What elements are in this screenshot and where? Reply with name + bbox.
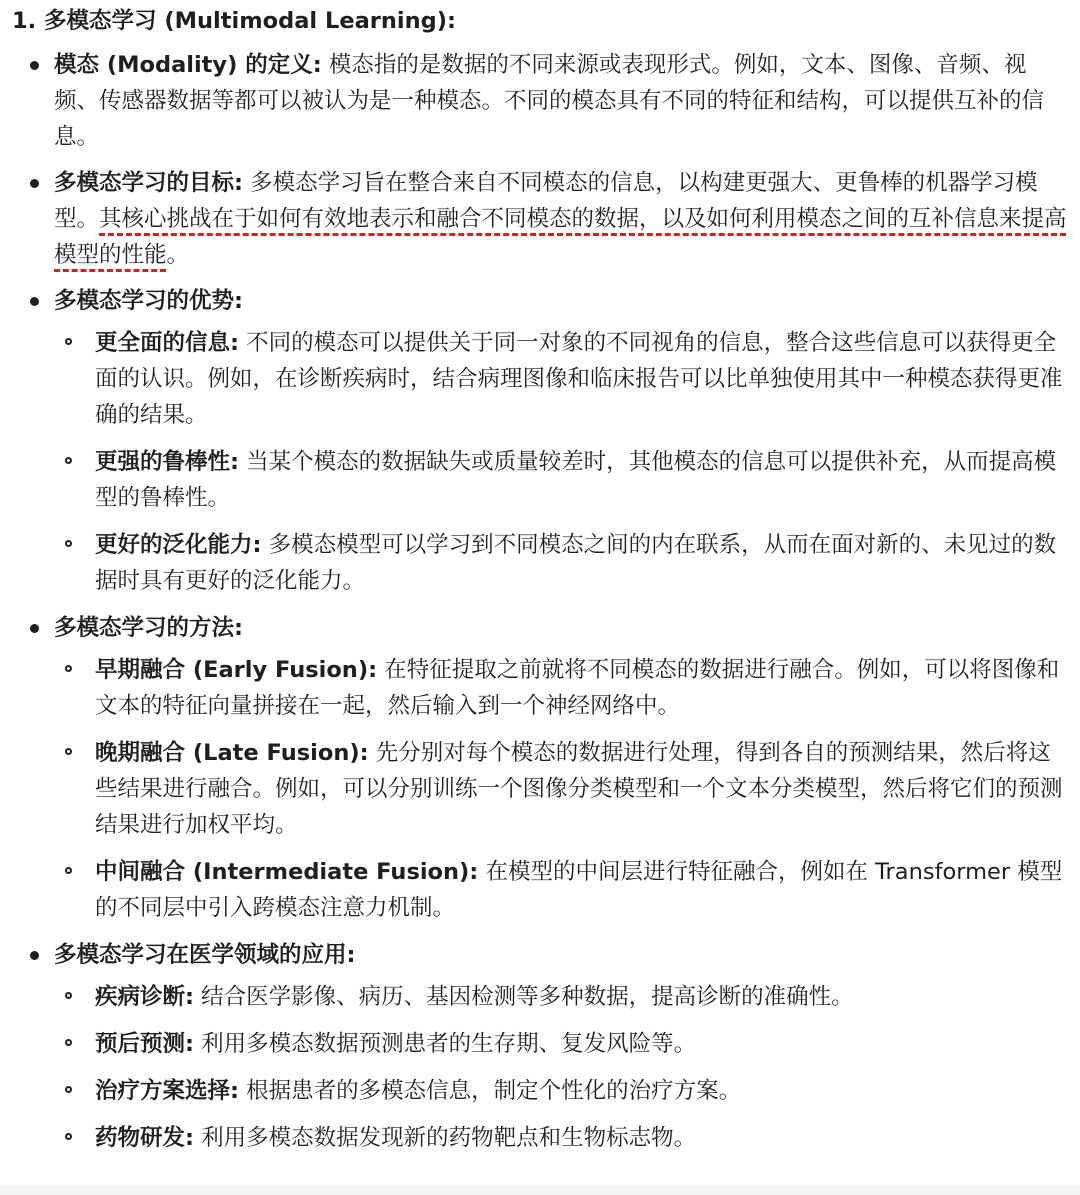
bullet-disc-icon [30,297,39,306]
sub-item-text: 不同的模态可以提供关于同一对象的不同视角的信息，整合这些信息可以获得更全面的认识。例如，在诊断疾病时，结合病理图像和临床报告可以比单独使用其中一种模态获得更准确的结果。 [95,330,1063,428]
list-item-modality-definition [12,47,1070,155]
bullet-disc-icon [30,179,39,188]
bullet-circle-icon [65,1086,72,1093]
item-text: 多模态学习旨在整合来自不同模态的信息，以构建更强大、更鲁棒的机器学习模型。 [54,170,1038,232]
sub-item-title: 药物研发: [95,1125,194,1151]
sub-item [54,979,1070,1015]
sub-item [54,735,1070,843]
item-text-end: 。 [166,242,190,268]
bullet-disc-icon [30,624,39,633]
sub-item-text: 在模型的中间层进行特征融合，例如在 Transformer 模型的不同层中引入跨模态注意力机制。 [95,859,1063,921]
item-text: 模态指的是数据的不同来源或表现形式。例如，文本、图像、音频、视频、传感器数据等都可以被认为是一种模态。不同的模态具有不同的特征和结构，可以提供互补的信息。 [54,52,1045,150]
list-item-advantages [12,283,1070,599]
sub-item [54,527,1070,599]
list-item-medical-applications [12,937,1070,1156]
sub-item-text: 在特征提取之前就将不同模态的数据进行融合。例如，可以将图像和文本的特征向量拼接在一起，然后输入到一个神经网络中。 [95,657,1060,719]
highlighted-text: 其核心挑战在于如何有效地表示和融合不同模态的数据，以及如何利用模态之间的互补信息来提高模型的性能 [54,206,1067,268]
item-title: 多模态学习的目标: [54,170,243,196]
sub-item [54,444,1070,516]
bullet-disc-icon [30,951,39,960]
sub-bullet-list [54,652,1070,926]
item-title: 多模态学习的优势: [54,288,243,314]
sub-item-text: 利用多模态数据预测患者的生存期、复发风险等。 [194,1031,697,1057]
bullet-circle-icon [65,867,72,874]
section-heading: 1. 多模态学习 (Multimodal Learning): [12,8,456,34]
list-item-methods [12,610,1070,926]
bullet-circle-icon [65,992,72,999]
bullet-circle-icon [65,1133,72,1140]
sub-bullet-list [54,979,1070,1156]
sub-item-title: 疾病诊断: [95,984,194,1010]
sub-item [54,854,1070,926]
sub-item-text: 结合医学影像、病历、基因检测等多种数据，提高诊断的准确性。 [194,984,854,1010]
list-item-multimodal-goal [12,165,1070,273]
sub-item [54,652,1070,724]
main-bullet-list [12,47,1070,1156]
sub-item-text: 根据患者的多模态信息，制定个性化的治疗方案。 [239,1078,742,1104]
bullet-circle-icon [65,457,72,464]
bullet-circle-icon [65,1039,72,1046]
sub-item-title: 更全面的信息: [95,330,239,356]
sub-item-text: 先分别对每个模态的数据进行处理，得到各自的预测结果，然后将这些结果进行融合。例如，可以分别训练一个图像分类模型和一个文本分类模型，然后将它们的预测结果进行加权平均。 [95,740,1063,838]
item-title: 模态 (Modality) 的定义: [54,52,322,78]
sub-item [54,1026,1070,1062]
bullet-circle-icon [65,338,72,345]
sub-item [54,1120,1070,1156]
sub-item-title: 更强的鲁棒性: [95,449,239,475]
sub-item-text: 利用多模态数据发现新的药物靶点和生物标志物。 [194,1125,697,1151]
bullet-circle-icon [65,540,72,547]
item-title: 多模态学习的方法: [54,615,243,641]
sub-item-title: 更好的泛化能力: [95,532,262,558]
sub-item-title: 早期融合 (Early Fusion): [95,657,378,683]
sub-item-title: 中间融合 (Intermediate Fusion): [95,859,479,885]
sub-item-title: 晚期融合 (Late Fusion): [95,740,369,766]
item-title: 多模态学习在医学领域的应用: [54,942,356,968]
sub-item-title: 治疗方案选择: [95,1078,239,1104]
bullet-disc-icon [30,61,39,70]
sub-item-text: 当某个模态的数据缺失或质量较差时，其他模态的信息可以提供补充，从而提高模型的鲁棒性。 [95,449,1057,511]
sub-bullet-list [54,325,1070,599]
sub-item [54,325,1070,433]
sub-item [54,1073,1070,1109]
sub-item-text: 多模态模型可以学习到不同模态之间的内在联系，从而在面对新的、未见过的数据时具有更好的泛化能力。 [95,532,1057,594]
bullet-circle-icon [65,748,72,755]
bottom-edge [0,1185,1080,1195]
bullet-circle-icon [65,665,72,672]
sub-item-title: 预后预测: [95,1031,194,1057]
